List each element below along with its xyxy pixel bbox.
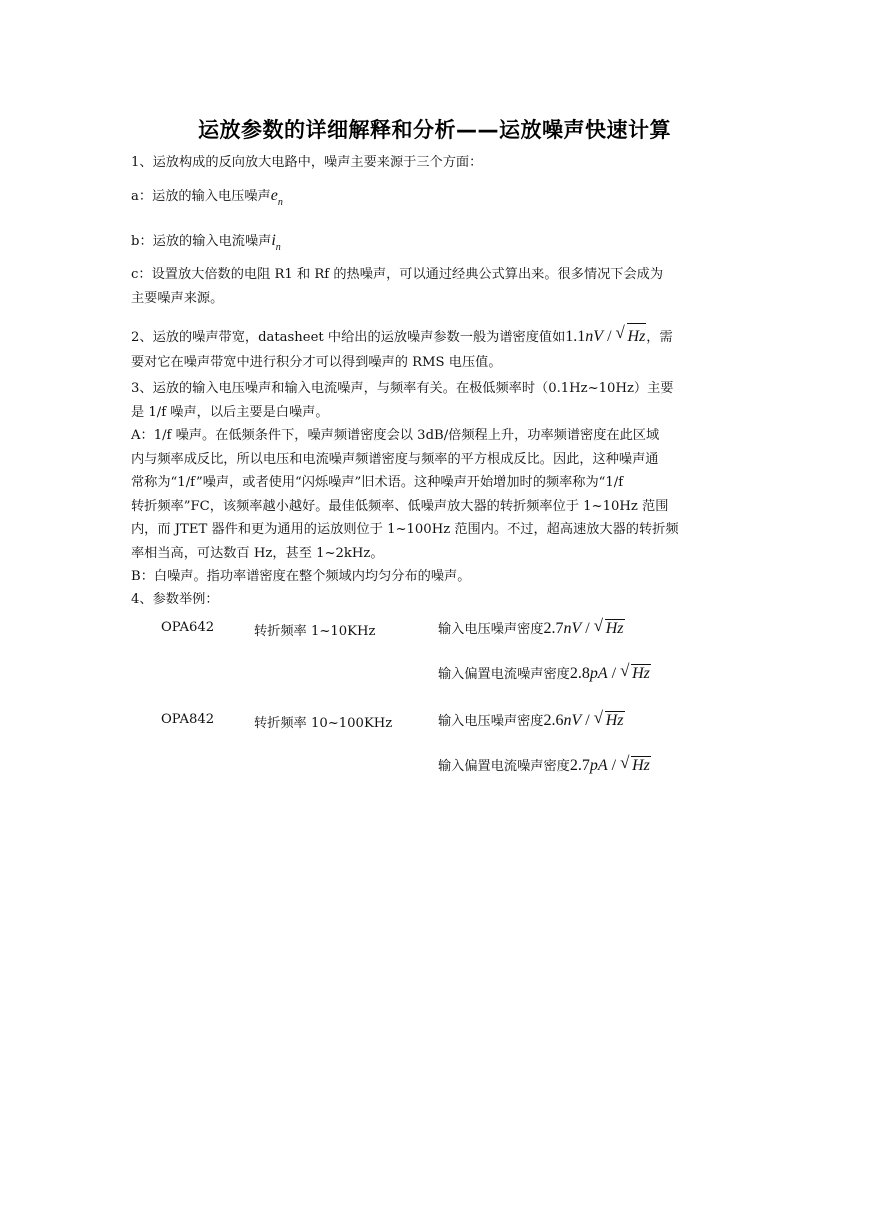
example-spec: 输入偏置电流噪声密度2.7pA / √ Hz [438,753,650,774]
section-B: B：白噪声。指功率谱密度在整个频域内均匀分布的噪声。 [131,569,471,584]
section-A [131,424,737,565]
paragraph-1: 1、运放构成的反向放大电路中，噪声主要来源于三个方面： [131,155,483,170]
item-c-line-1: c：设置放大倍数的电阻 R1 和 Rf 的热噪声，可以通过经典公式算出来。很多情况下会成为 [131,267,664,282]
example-spec: 输入偏置电流噪声密度2.8pA / √ Hz [438,661,650,682]
example-corner: 转折频率 1~10KHz [254,624,376,639]
sqrt-icon: √ Hz [593,616,624,637]
sqrt-icon: √ Hz [620,661,650,682]
item-a-label: a：运放的输入电压噪声 [131,189,271,204]
page-title: 运放参数的详细解释和分析——运放噪声快速计算 [198,118,671,142]
paragraph-2 [131,322,737,375]
section-A-line: 率相当高，可达数百 Hz，甚至 1~2kHz。 [131,545,384,561]
example-spec: 输入电压噪声密度2.6nV / √ Hz [438,708,624,729]
paragraph-2-line-1: 2、运放的噪声带宽，datasheet 中给出的运放噪声参数一般为谱密度值如1.1nV / √ Hz，需 [131,322,737,351]
example-corner: 转折频率 10~100KHz [254,716,393,731]
paragraph-3 [131,377,737,424]
item-a [131,184,737,215]
item-c [131,263,737,310]
sqrt-icon: √ Hz [593,708,624,729]
item-c-line-2: 主要噪声来源。 [131,290,224,306]
paragraph-3-line-2: 是 1/f 噪声，以后主要是白噪声。 [131,404,329,420]
section-A-line: 常称为“1/f”噪声，或者使用“闪烁噪声”旧术语。这种噪声开始增加时的频率称为“1/f [131,475,624,490]
section-A-line: A：1/f 噪声。在低频条件下，噪声频谱密度会以 3dB/倍频程上升，功率频谱密度在此区域 [131,428,660,443]
section-A-line: 内，而 JTET 器件和更为通用的运放则位于 1~100Hz 范围内。不过，超高速放大器的转折频 [131,522,679,537]
section-A-line: 转折频率”FC，该频率越小越好。最佳低频率、低噪声放大器的转折频率位于 1~10Hz 范围 [131,498,669,514]
symbol-in: $i_n$ [271,232,281,253]
paragraph-2-line-2: 要对它在噪声带宽中进行积分才可以得到噪声的 RMS 电压值。 [131,355,502,370]
paragraph-3-line-1: 3、运放的输入电压噪声和输入电流噪声，与频率有关。在极低频率时（0.1Hz~10Hz）主要 [131,381,674,396]
example-part: OPA842 [161,712,215,727]
noise-density-formula: 1.1nV / √ Hz [565,328,646,345]
symbol-en: $e_n$ [270,187,283,208]
sqrt-icon: √ Hz [620,753,650,774]
example-part: OPA642 [161,620,215,635]
paragraph-4: 4、参数举例： [131,592,219,607]
item-b-label: b：运放的输入电流噪声 [131,234,272,249]
sqrt-icon: √ Hz [616,322,647,350]
item-b [131,229,737,260]
section-A-line: 内与频率成反比，所以电压和电流噪声频谱密度与频率的平方根成反比。因此，这种噪声通 [131,451,659,467]
example-spec: 输入电压噪声密度2.7nV / √ Hz [438,616,624,637]
